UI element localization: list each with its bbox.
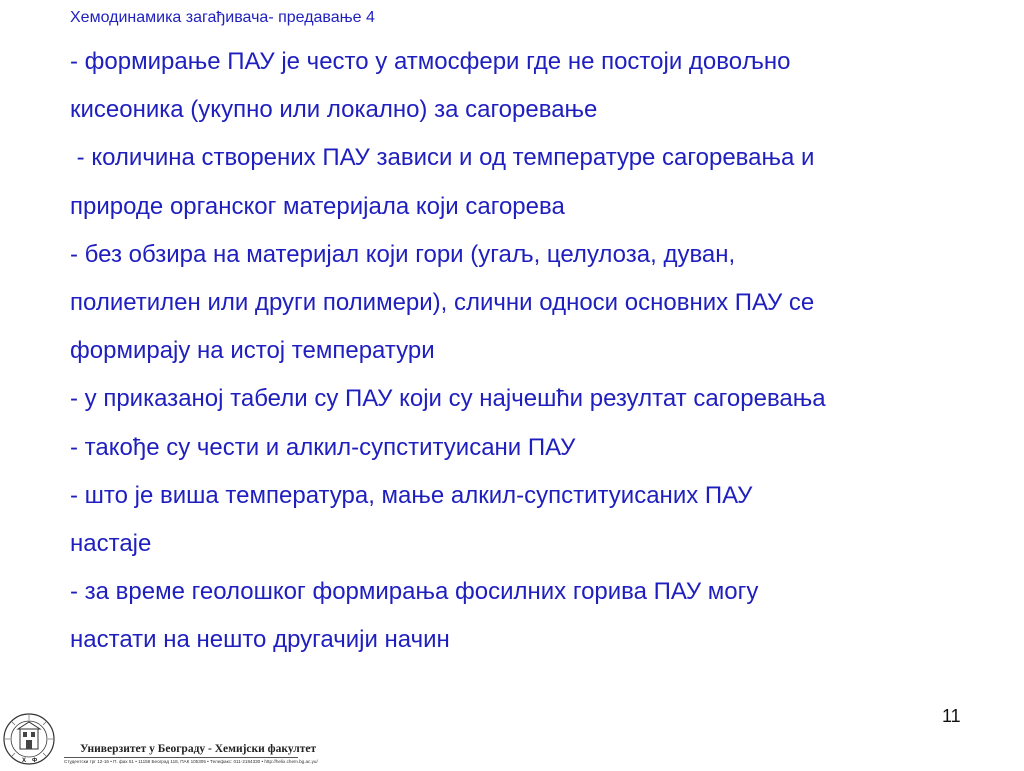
text-line: - такође су чести и алкил-супституисани ПАУ	[70, 433, 576, 461]
text-line: - у приказаној табели су ПАУ који су најчешћи резултат сагоревања	[70, 385, 826, 413]
text-line: формирају на истој температури	[70, 337, 435, 365]
footer-divider	[64, 757, 298, 758]
lecture-header: Хемодинамика загађивача- предавање 4	[70, 9, 375, 26]
text-line: полиетилен или други полимери), слични односи основних ПАУ се	[70, 289, 815, 317]
institution-address: Студентски трг 12-16 • П. фах 51 • 11158 Београд 118, ПАК 105305 • Телефакс: 011-2184330 • http://helix.chem.bg.ac.yu/	[64, 759, 318, 764]
university-seal-icon	[2, 712, 56, 766]
text-line: - количина створених ПАУ зависи и од температуре сагоревања и	[70, 144, 815, 172]
page-number: 11	[942, 706, 961, 726]
text-line: - без обзира на материјал који гори (угаљ, целулоза, дуван,	[70, 240, 736, 268]
text-line: - што је виша температура, мање алкил-супституисаних ПАУ	[70, 481, 753, 509]
svg-text:Ф: Ф	[32, 758, 38, 764]
svg-text:Х: Х	[22, 758, 27, 764]
slide-body	[70, 38, 1000, 665]
text-line: настати на нешто другачији начин	[70, 626, 450, 654]
text-line: - за време геолошког формирања фосилних горива ПАУ могу	[70, 578, 759, 606]
text-line: настаје	[70, 530, 152, 558]
text-line: природе органског материјала који сагорева	[70, 192, 565, 220]
institution-name: Универзитет у Београду - Хемијски факултет	[80, 743, 317, 755]
text-line: - формирање ПАУ је често у атмосфери где не постоји довољно	[70, 48, 791, 75]
text-line: кисеоника (укупно или локално) за сагоревање	[70, 96, 598, 124]
